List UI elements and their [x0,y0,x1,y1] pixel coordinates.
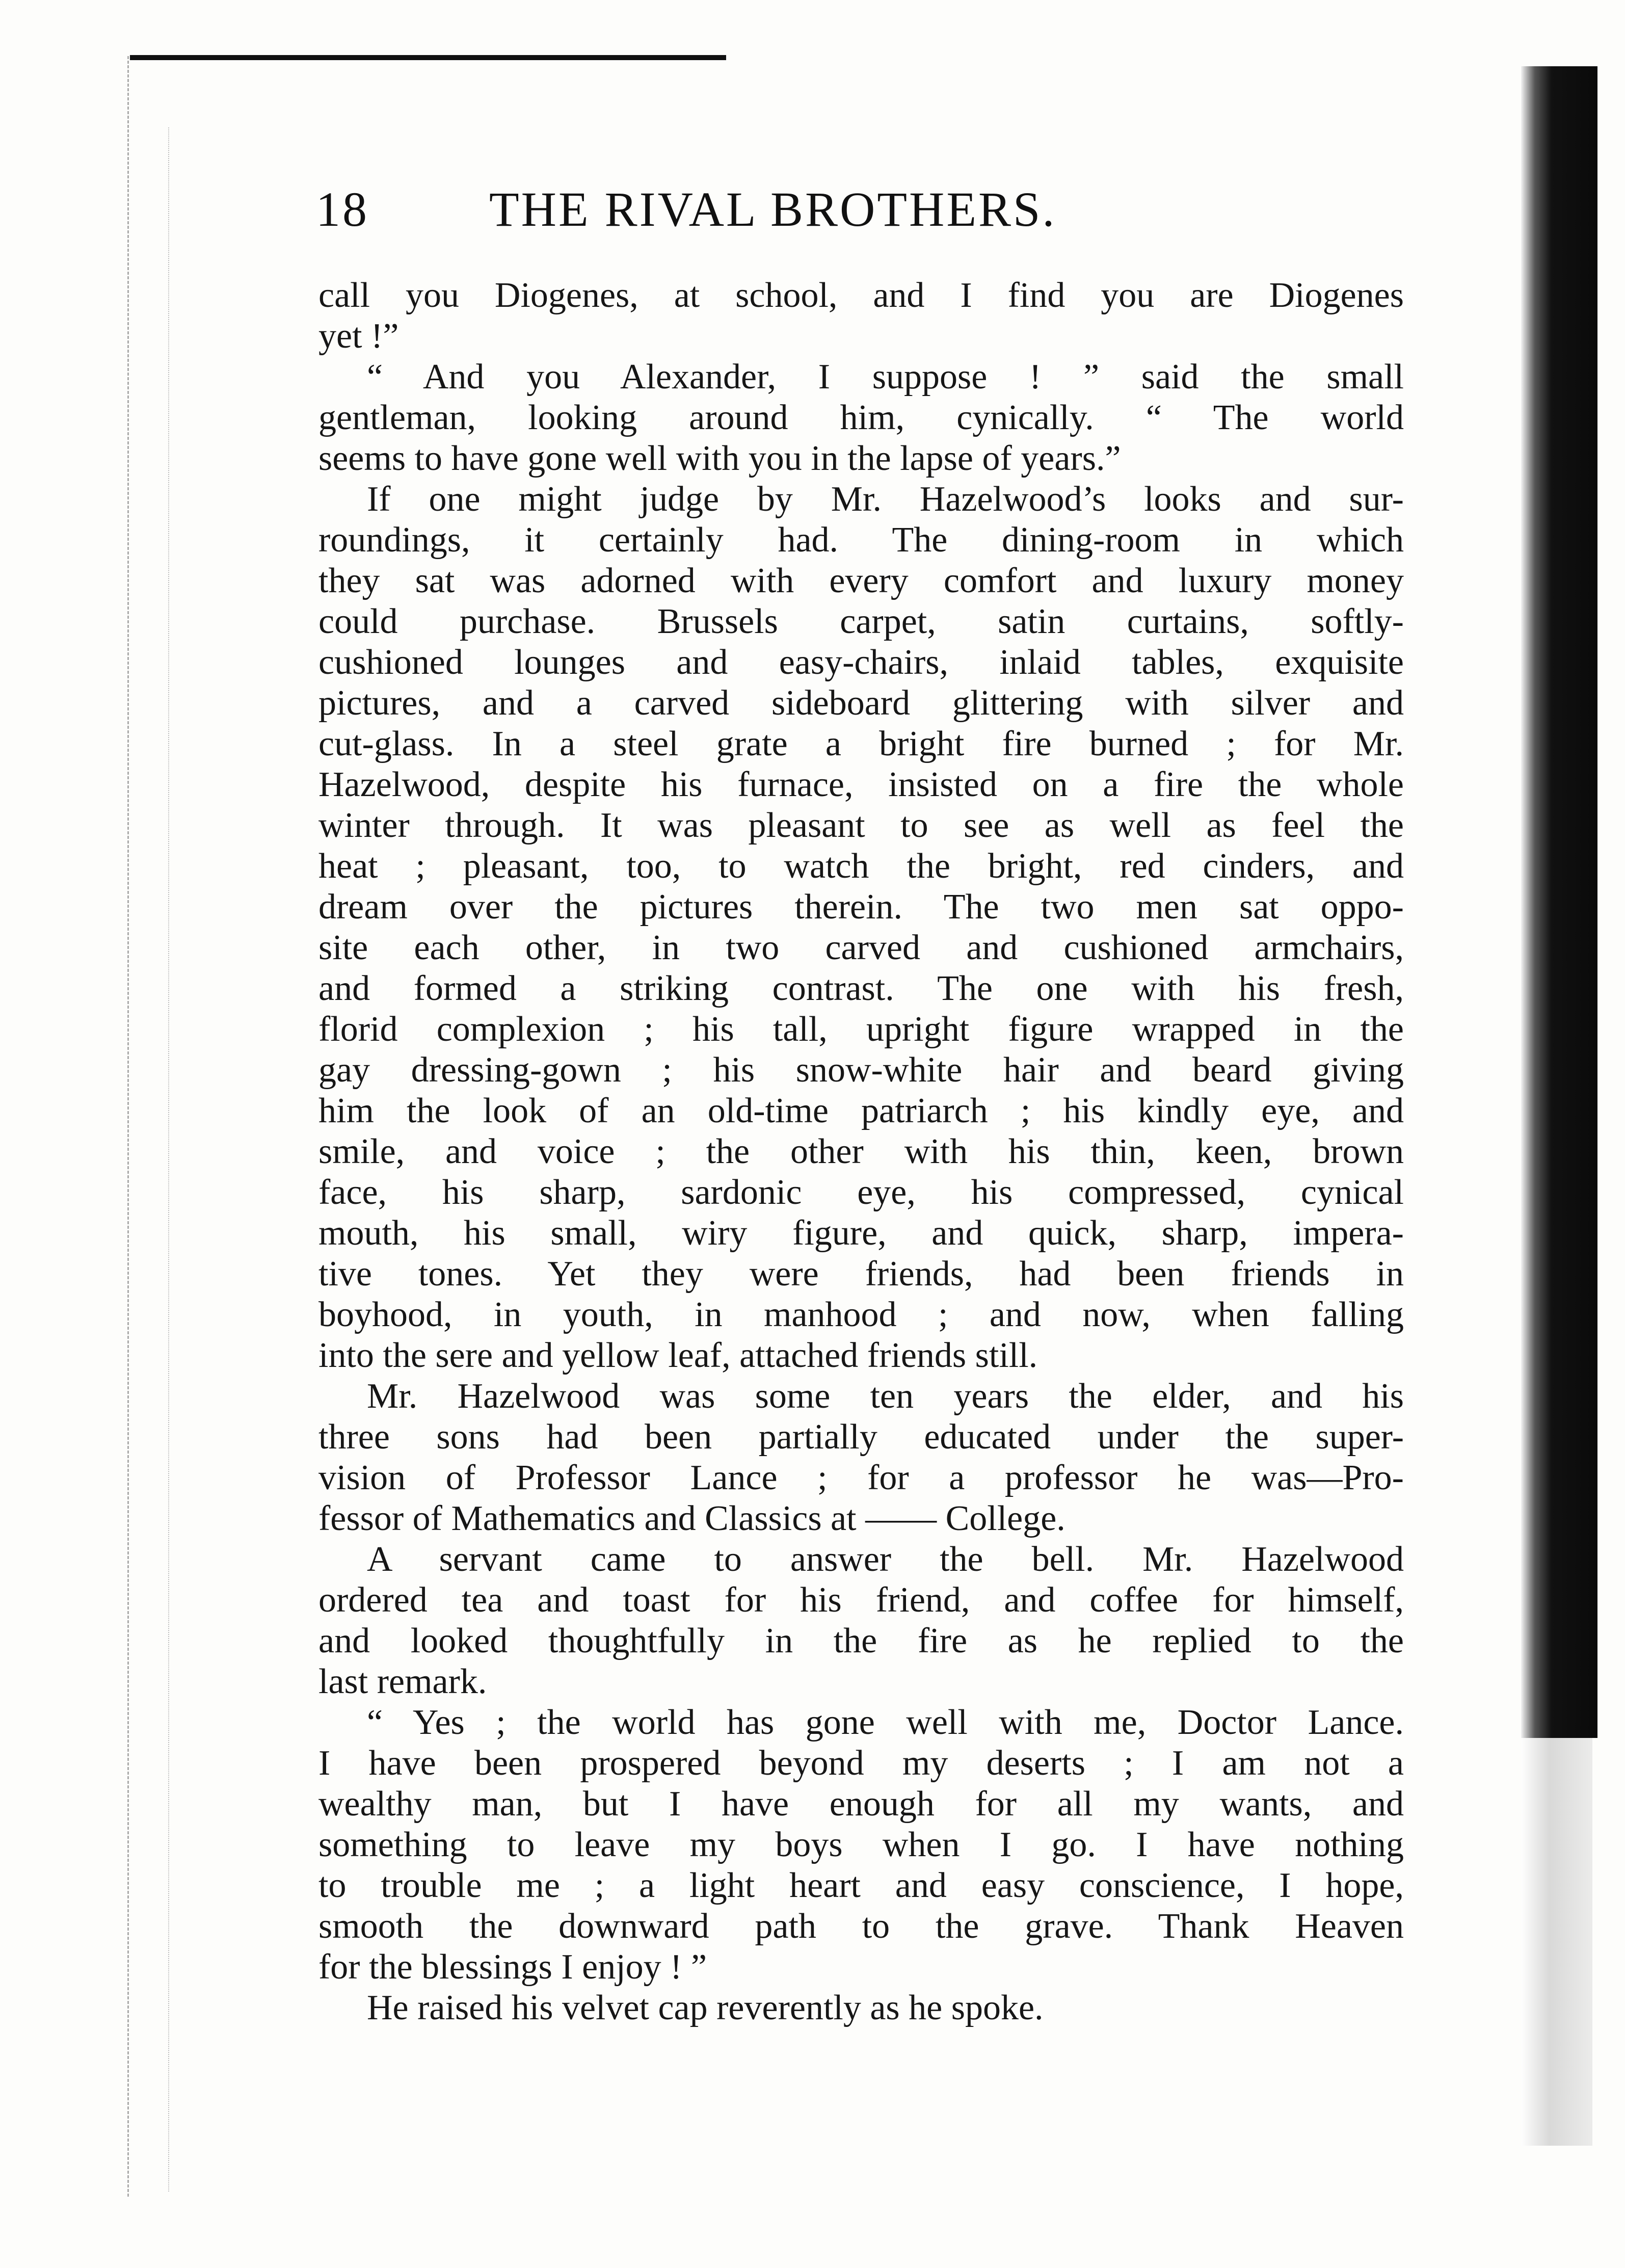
binding-shadow-fade [1521,1738,1592,2146]
text-line: pictures, and a carved sideboard glittering with silver and [318,683,1404,723]
text-line: three sons had been partially educated under the super- [318,1417,1404,1457]
text-line: If one might judge by Mr. Hazelwood’s looks and sur- [367,480,1404,519]
text-line: gentleman, looking around him, cynically. “ The world [318,398,1404,437]
paragraph [318,275,1404,357]
text-line: they sat was adorned with every comfort and luxury money [318,561,1404,600]
text-line: tive tones. Yet they were friends, had been friends in [318,1254,1404,1294]
text-line: smooth the downward path to the grave. Thank Heaven [318,1907,1404,1946]
text-line: vision of Professor Lance ; for a professor he was—Pro- [318,1458,1404,1497]
text-line: something to leave my boys when I go. I have nothing [318,1825,1404,1864]
running-title: THE RIVAL BROTHERS. [489,182,1057,236]
page-number: 18 [316,182,369,236]
binding-shadow [1521,66,1597,1738]
text-line: florid complexion ; his tall, upright figure wrapped in the [318,1010,1404,1049]
text-line: fessor of Mathematics and Classics at —— College. [318,1499,1065,1538]
text-line: and formed a striking contrast. The one with his fresh, [318,969,1404,1008]
text-line: Mr. Hazelwood was some ten years the elder, and his [367,1377,1404,1416]
text-line: “ Yes ; the world has gone well with me, Doctor Lance. [367,1703,1404,1742]
running-head [316,181,1203,238]
text-line: site each other, in two carved and cushioned armchairs, [318,928,1404,967]
text-line: for the blessings I enjoy ! ” [318,1947,707,1987]
text-line: face, his sharp, sardonic eye, his compressed, cynical [318,1173,1404,1212]
text-line: smile, and voice ; the other with his thin, keen, brown [318,1132,1404,1171]
text-line: I have been prospered beyond my deserts ; I am not a [318,1744,1404,1783]
text-line: call you Diogenes, at school, and I find you are Diogenes [318,276,1404,315]
paragraph [318,1702,1404,1988]
paragraph [318,1376,1404,1539]
text-line: yet !” [318,317,399,356]
text-line: wealthy man, but I have enough for all my wants, and [318,1784,1404,1824]
text-line: last remark. [318,1662,487,1701]
text-line: dream over the pictures therein. The two men sat oppo- [318,887,1404,927]
text-line: into the sere and yellow leaf, attached friends still. [318,1336,1038,1375]
paragraph [318,357,1404,479]
text-line: cut-glass. In a steel grate a bright fire burned ; for Mr. [318,724,1404,763]
text-line: could purchase. Brussels carpet, satin curtains, softly- [318,602,1404,641]
text-line: to trouble me ; a light heart and easy conscience, I hope, [318,1866,1404,1905]
text-line: Hazelwood, despite his furnace, insisted on a fire the whole [318,765,1404,804]
text-line: and looked thoughtfully in the fire as he replied to the [318,1621,1404,1660]
text-line: mouth, his small, wiry figure, and quick, sharp, impera- [318,1214,1404,1253]
paragraph [318,1539,1404,1702]
text-line: He raised his velvet cap reverently as he spoke. [367,1988,1044,2027]
text-line: seems to have gone well with you in the lapse of years.” [318,439,1121,478]
left-page-edge [127,56,133,2197]
paragraph [318,1988,1404,2028]
text-line: winter through. It was pleasant to see as well as feel the [318,806,1404,845]
text-line: heat ; pleasant, too, to watch the bright, red cinders, and [318,847,1404,886]
text-line: cushioned lounges and easy-chairs, inlaid tables, exquisite [318,643,1404,682]
text-line: A servant came to answer the bell. Mr. Hazelwood [367,1540,1404,1579]
paragraph [318,479,1404,1376]
text-line: gay dressing-gown ; his snow-white hair and beard giving [318,1050,1404,1090]
text-line: roundings, it certainly had. The dining-room in which [318,520,1404,560]
text-line: boyhood, in youth, in manhood ; and now, when falling [318,1295,1404,1334]
text-line: ordered tea and toast for his friend, and coffee for himself, [318,1580,1404,1620]
body-text [318,275,1404,2028]
top-rule [130,55,726,60]
text-line: “ And you Alexander, I suppose ! ” said the small [367,357,1404,397]
text-line: him the look of an old-time patriarch ; his kindly eye, and [318,1091,1404,1130]
left-margin-marks [168,127,171,2192]
